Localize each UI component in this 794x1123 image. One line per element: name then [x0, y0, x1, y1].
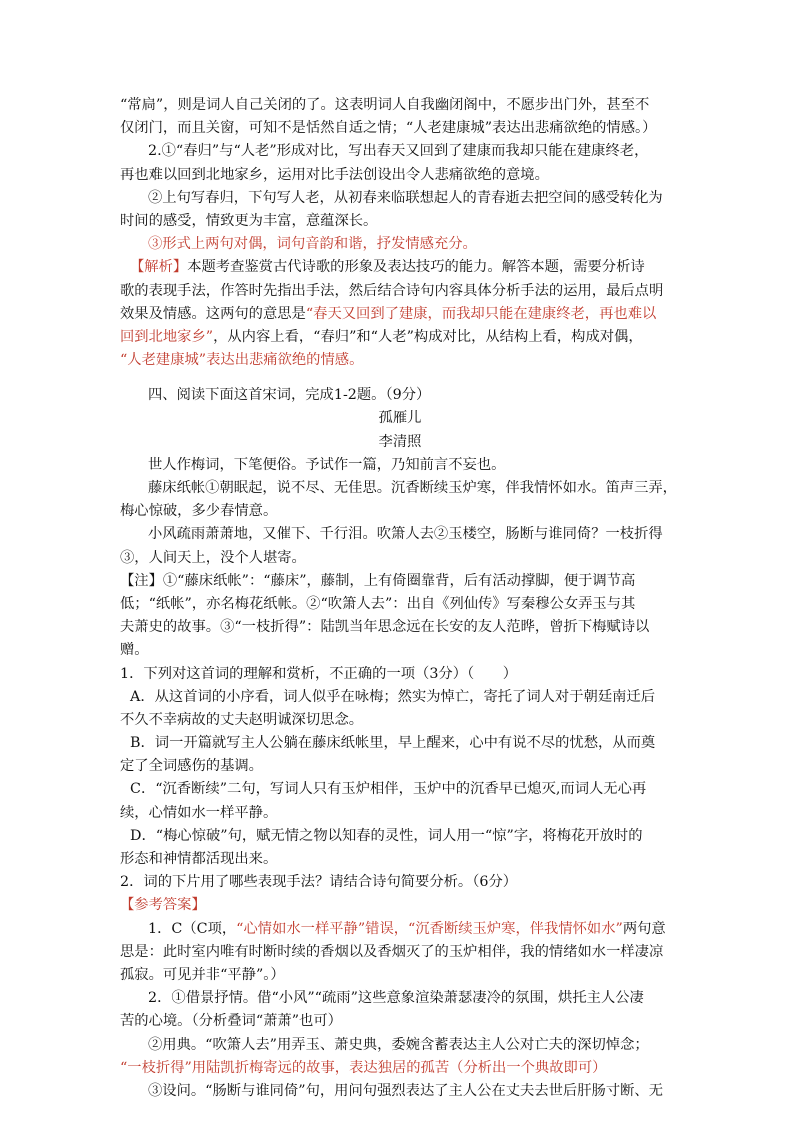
option-d: D．“梅心惊破”句，赋无情之物以知春的灵性，词人用一“惊”字，将梅花开放时的 [130, 827, 643, 844]
question-2: 2．词的下片用了哪些表现手法？请结合诗句简要分析。（6分） [120, 874, 518, 891]
analysis-highlight: 回到北地家乡” [120, 328, 214, 345]
poem-line: ③，人间天上，没个人堪寄。 [120, 549, 306, 566]
poem-line: 小风疏雨萧萧地，又催下、千行泪。吹箫人去②玉楼空，肠断与谁同倚？一枝折得 [148, 526, 663, 543]
analysis-line: 时间的感受，情致更为丰富，意蕴深长。 [120, 212, 378, 229]
analysis-line: 歌的表现手法，作答时先指出手法，然后结合诗句内容具体分析手法的运用，最后点明 [120, 282, 664, 299]
analysis-line: “常扃”，则是词人自己关闭的了。这表明词人自我幽闭阁中，不愿步出门外，甚至不 [120, 97, 650, 113]
analysis-line: ②上句写春归，下句写人老，从初春来临联想起人的青春逝去把空间的感受转化为 [148, 189, 663, 206]
answer-line [120, 918, 680, 941]
analysis-text: 本题考查鉴赏古代诗歌的形象及表达技巧的能力。解答本题，需要分析诗 [187, 259, 645, 276]
option-b-cont: 定了全词感伤的基调。 [120, 758, 263, 775]
answer-line-highlight: “一枝折得”用陆凯折梅寄远的故事，表达独居的孤苦（分析出一个典故即可） [120, 1059, 607, 1076]
answer-text: 1．C（C项， [148, 920, 237, 937]
analysis-tag: 【解析】 [130, 259, 188, 276]
poet-name: 李清照 [378, 433, 422, 450]
analysis-line: 仅闭门，而且关窗，可知不是恬然自适之情；“人老建康城”表达出悲痛欲绝的情感。） [120, 120, 657, 137]
answer-line: 2．①借景抒情。借“小风”“疏雨”这些意象渲染萧瑟凄冷的氛围，烘托主人公凄 [148, 990, 644, 1007]
analysis-line [120, 326, 680, 349]
note-line: 夫萧史的故事。③“一枝折得”：陆凯当年思念远在长安的友人范晔，曾折下梅赋诗以 [120, 619, 650, 636]
note-line: 赠。 [120, 642, 149, 659]
answer-line: ③设问。“肠断与谁同倚”句，用问句强烈表达了主人公在丈夫去世后肝肠寸断、无 [148, 1082, 664, 1099]
answer-heading: 【参考答案】 [120, 897, 206, 914]
answer-line: 思是：此时室内唯有时断时续的香烟以及香烟灭了的玉炉相伴，我的情绪如水一样凄凉 [120, 943, 664, 960]
analysis-text: ，从内容上看，“春归”和“人老”构成对比，从结构上看，构成对偶， [213, 328, 643, 345]
analysis-line [120, 303, 680, 326]
poem-preface: 世人作梅词，下笔便俗。予试作一篇，乃知前言不妄也。 [148, 456, 506, 473]
option-c: C．“沉香断续”二句，写词人只有玉炉相伴，玉炉中的沉香早已熄灭,而词人无心再 [130, 781, 647, 798]
analysis-line-highlight: ③形式上两句对偶，词句音韵和谐，抒发情感充分。 [148, 236, 477, 253]
note-line: 【注】①“藤床纸帐”：“藤床”，藤制，上有倚圈靠背，后有活动撑脚，便于调节高 [120, 572, 636, 589]
poem-title: 孤雁儿 [378, 410, 422, 427]
question-1: 1．下列对这首词的理解和赏析，不正确的一项（3分）（ ） [120, 665, 518, 682]
analysis-text: 效果及情感。这两句的意思是 [120, 305, 306, 322]
poem-line: 藤床纸帐①朝眠起，说不尽、无佳思。沉香断续玉炉寒，伴我情怀如水。笛声三弄， [148, 480, 677, 496]
analysis-line [120, 256, 680, 279]
analysis-line: 2.①“春归”与“人老”形成对比，写出春天又回到了建康而我却只能在建康终老， [148, 143, 649, 160]
note-line: 低；“纸帐”，亦名梅花纸帐。②“吹箫人去”：出自《列仙传》写秦穆公女弄玉与其 [120, 595, 636, 612]
answer-highlight: “心情如水一样平静”错误，“沉香断续玉炉寒，伴我情怀如水” [236, 920, 623, 937]
analysis-highlight: “春天又回到了建康，而我却只能在建康终老，再也难以 [305, 305, 657, 322]
answer-text: 两句意 [622, 920, 666, 937]
option-a: A．从这首词的小序看，词人似乎在咏梅；然实为悼亡，寄托了词人对于朝廷南迁后 [130, 688, 656, 705]
analysis-line-highlight: “人老建康城”表达出悲痛欲绝的情感。 [120, 352, 364, 369]
answer-line: ②用典。“吹箫人去”用弄玉、萧史典，委婉含蓄表达主人公对亡夫的深切悼念； [148, 1036, 649, 1053]
option-a-cont: 不久不幸病故的丈夫赵明诚深切思念。 [120, 711, 364, 728]
poem-line: 梅心惊破，多少春情意。 [120, 503, 278, 520]
option-d-cont: 形态和神情都活现出来。 [120, 851, 278, 867]
answer-line: 苦的心境。（分析叠词“萧萧”也可） [120, 1013, 342, 1030]
document-page [120, 94, 680, 1103]
analysis-line: 再也难以回到北地家乡，运用对比手法创设出令人悲痛欲绝的意境。 [120, 166, 549, 183]
option-b: B．词一开篇就写主人公躺在藤床纸帐里，早上醒来，心中有说不尽的忧愁，从而奠 [130, 735, 656, 752]
answer-line: 孤寂。可见并非“平静”。） [120, 966, 285, 983]
section-heading: 四、阅读下面这首宋词，完成1-2题。（9分） [148, 387, 431, 404]
option-c-cont: 续，心情如水一样平静。 [120, 804, 278, 821]
